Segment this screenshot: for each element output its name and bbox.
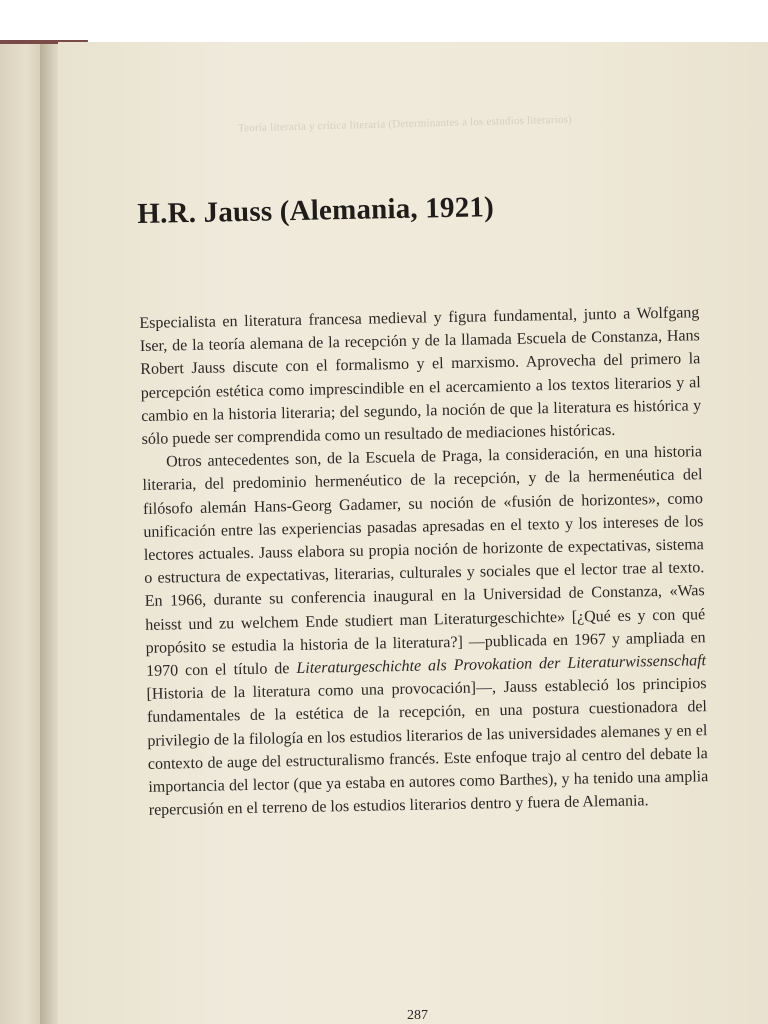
text-run: Otros antecedentes son, de la Escuela de Praga, la consideración, en una historia literaria, del predominio hermenéutico de la recepción, y de la hermenéutica del filósofo alemán Hans-Georg Gadamer, su noción de «fusión de horizontes», como unificación entre las experiencias pasadas apresadas en el texto y los intereses de los lectores actuales. Jauss elabora su propia noción de horizonte de expectativas, sistema o estructura de expectativas, literarias, culturales y sociales que el lector trae al texto. En 1966, durante su conferencia inaugural en la Universidad de Constanza, «Was heisst und zu welchem Ende studiert man Literaturgeschichte» [¿Qué es y con qué propósito se estudia la historia de la literatura?] —publicada en 1967 y ampliada en 1970 con el título de	[142, 443, 706, 680]
paragraph-1	[139, 301, 702, 451]
scan-top-margin	[0, 0, 768, 42]
italic-title: Literaturgeschichte als Provokation der Literaturwissenschaft	[296, 652, 707, 678]
text-run: [Historia de la literatura como una provocación]—, Jauss estableció los principios fundamentales de la estética de la recepción, en una postura cuestionadora del privilegio de la filología en los estudios literarios de las universidades alemanes y en el contexto de auge del estructuralismo francés. Este enfoque trajo al centro del debate la importancia del lector (que ya estaba en autores como Barthes), y ha tenido una amplia repercusión en el terreno de los estudios literarios dentro y fuera de Alemania.	[146, 675, 709, 820]
page-content	[137, 185, 709, 822]
bleed-through-running-head: Teoría literaria y crítica literaria (Determinantes a los estudios literarios)	[237, 113, 573, 135]
text-run: Especialista en literatura francesa medieval y figura fundamental, junto a Wolfgang Iser, de la teoría alemana de la recepción y de la llamada Escuela de Constanza, Hans Robert Jauss discute con el formalismo y el marxismo. Aprovecha del primero la percepción estética como imprescindible en el acercamiento a los textos literarios y al cambio en la historia literaria; del segundo, la noción de que la literatura es histórica y sólo puede ser comprendida como un resultado de mediaciones históricas.	[139, 304, 702, 448]
paragraph-2	[142, 440, 709, 822]
page-number: 287	[407, 1008, 428, 1023]
body-text	[139, 301, 709, 822]
section-heading: H.R. Jauss (Alemania, 1921)	[137, 191, 495, 230]
